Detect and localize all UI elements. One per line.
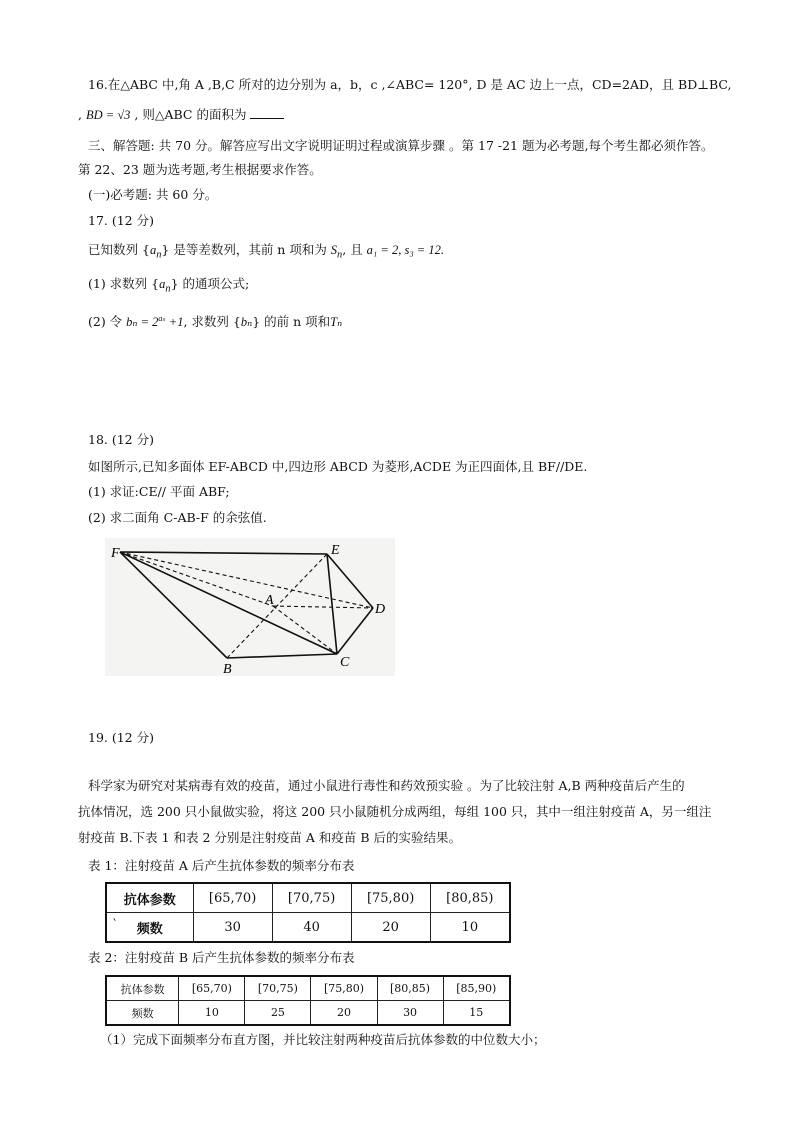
label-a: A [265,593,274,608]
q18-part1: (1) 求证:CE// 平面 ABF; [88,484,230,499]
table1-row-mark: ‵ [113,917,116,932]
q17-part1-an-sub: n [165,283,171,295]
q19-paragraph-line3: 射疫苗 B.下表 1 和表 2 分别是注射疫苗 A 和疫苗 B 后的实验结果。 [78,830,462,845]
table2-header-cell: [75,80) [311,976,377,1001]
table1-header-cell: [65,70) [193,883,272,913]
q17-sn-letter: S [330,243,338,257]
q17-bn-exponent: aₙ [158,314,166,323]
table-row [106,976,510,1001]
section3-line2: 第 22、23 题为选考题,考生根据要求作答。 [78,162,322,177]
label-c: C [340,655,350,670]
table1-cell: 20 [351,913,430,943]
q17-stem-c: , 且 [342,242,367,257]
q17-part2-a: (2) 令 [88,314,127,330]
table-row [106,1001,510,1026]
q17-an-letter: a [149,243,157,257]
q17-stem [88,242,444,264]
q17-bn-plus: +1 [165,315,184,330]
label-f: F [111,546,120,561]
table1-cell: 10 [430,913,510,943]
table2-header-cell: 抗体参数 [106,976,179,1001]
q17-part1 [88,276,249,298]
table1-header-cell: [75,80) [351,883,430,913]
q18-header: 18. (12 分) [88,432,154,447]
q19-header: 19. (12 分) [88,730,154,745]
q16-line2-prefix: , [78,107,82,122]
table2-caption: 表 2：注射疫苗 B 后产生抗体参数的频率分布表 [88,950,355,965]
q19-paragraph-line2: 抗体情况，选 200 只小鼠做实验，将这 200 只小鼠随机分成两组，每组 100 只，其中一组注射疫苗 A，另一组注 [78,804,712,819]
q17-an-sub: n [156,249,162,261]
q17-stem-b: } 是等差数列，其前 n 项和为 [161,242,331,257]
table1-cell: 40 [272,913,351,943]
q17-part1-a: (1) 求数列 { [88,276,160,291]
table1-row-label [106,913,193,943]
q17-part1-b: } 的通项公式; [170,276,250,291]
q17-part2 [88,311,342,330]
q16-line2-suffix: , 则△ABC 的面积为 [134,107,247,122]
q17-part1-an [159,277,171,295]
q17-header: 17. (12 分) [88,213,154,228]
q17-part1-an-letter: a [159,277,166,291]
table2-cell: 25 [245,1001,311,1026]
table-row [106,883,510,913]
q19-part1: （1）完成下面频率分布直方图，并比较注射两种疫苗后抗体参数的中位数大小； [100,1032,546,1047]
table1-caption: 表 1：注射疫苗 A 后产生抗体参数的频率分布表 [88,858,355,873]
q16-bd-expression: BD = √3 [85,108,131,122]
q19-paragraph-line1: 科学家为研究对某病毒有效的疫苗，通过小鼠进行毒性和药效预实验 。为了比较注射 A,B 两种疫苗后产生的 [88,778,685,793]
table1-header-cell: [80,85) [430,883,510,913]
table1-cell: 30 [193,913,272,943]
q17-stem-an [149,243,162,261]
q18-stem: 如图所示,已知多面体 EF-ABCD 中,四边形 ABCD 为菱形,ACDE 为正四面体,且 BF//DE. [88,459,588,474]
q17-part2-b: , 求数列 { [183,314,241,330]
table2-row-label: 频数 [106,1001,179,1026]
q16-line1: 16.在△ABC 中,角 A ,B,C 所对的边分别为 a，b，c ,∠ABC= 120°, D 是 AC 边上一点，CD=2AD，且 BD⊥BC, [88,77,732,92]
table2-header-cell: [80,85) [377,976,443,1001]
table2-cell: 20 [311,1001,377,1026]
table-row [106,913,510,943]
table1-frequency [105,882,511,943]
table2-header-cell: [70,75) [245,976,311,1001]
table2-cell: 15 [443,1001,510,1026]
table2-cell: 10 [179,1001,245,1026]
label-e: E [331,543,340,558]
q18-part2: (2) 求二面角 C-AB-F 的余弦值. [88,510,267,525]
q17-part2-c: } 的前 n 项和 [252,314,331,330]
table2-frequency [105,975,511,1026]
polyhedron-figure [105,538,395,676]
q17-part2-tn: Tₙ [330,315,343,330]
q17-part2-bn: bₙ [240,315,253,330]
table1-row-label-text: 频数 [136,921,163,937]
q16-line2 [78,106,284,123]
label-b: B [223,662,232,676]
table1-header-cell: [70,75) [272,883,351,913]
q17-stem-a: 已知数列 { [88,242,150,257]
table1-header-cell: 抗体参数 [106,883,193,913]
q17-stem-sn [330,243,343,261]
q17-part2-formula [126,315,183,329]
q17-condition: a₁ = 2, s₃ = 12. [366,243,444,257]
table2-header-cell: [85,90) [443,976,510,1001]
q16-answer-blank [250,106,284,119]
section3-line1: 三、解答题: 共 70 分。解答应写出文字说明证明过程或演算步骤 。第 17 -21 题为必考题,每个考生都必须作答。 [88,138,714,153]
section3-required: (一)必考题: 共 60 分。 [88,187,218,202]
table2-header-cell: [65,70) [179,976,245,1001]
label-d: D [375,602,386,617]
table2-cell: 30 [377,1001,443,1026]
q17-sn-sub: n [337,249,343,261]
q17-bn-base: bₙ = 2 [126,315,159,330]
